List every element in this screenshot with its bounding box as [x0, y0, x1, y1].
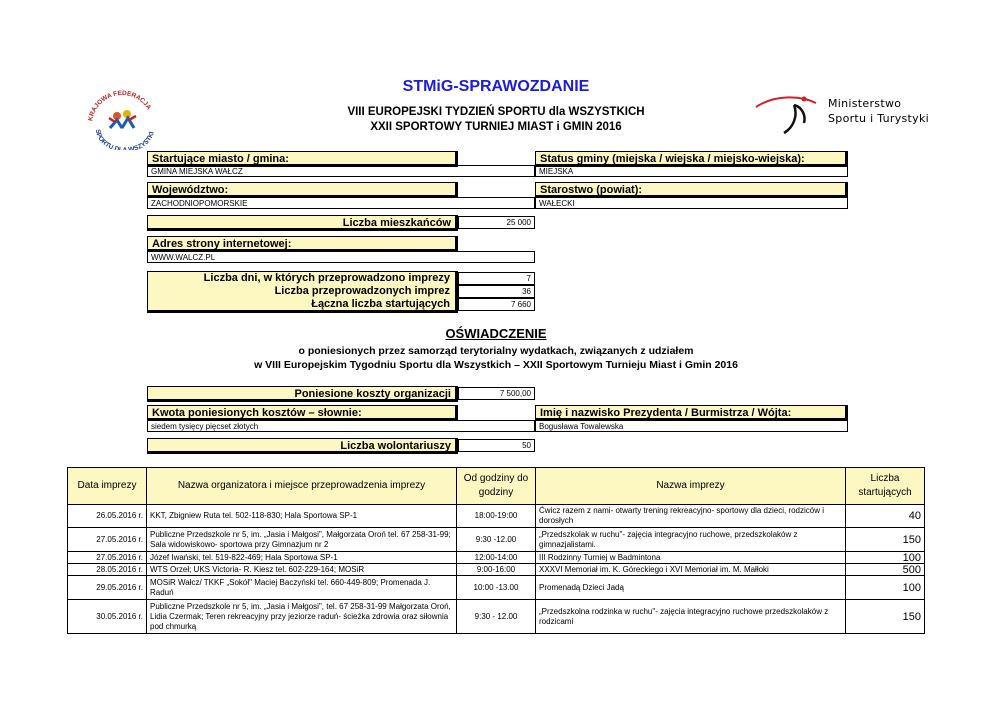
status-label: Status gminy (miejska / wiejska / miejsko-wiejska):	[535, 151, 848, 167]
row-hours: 9:30 -12.00	[457, 528, 536, 552]
row-participants: 150	[846, 528, 925, 552]
status-value: MIEJSKA	[535, 165, 848, 177]
population-label: Liczba mieszkańców	[147, 215, 458, 231]
table-row	[68, 576, 925, 600]
voivodeship-label: Województwo:	[147, 182, 458, 198]
row-participants: 500	[846, 564, 925, 576]
row-date: 26.05.2016 r.	[68, 505, 147, 528]
row-event-name: „Przedszkolak w ruchu"- zajęcia integracyjno ruchowe, przedszkolaków z gimnazjalistami.	[536, 528, 846, 552]
costs-words-value: siedem tysięcy pięcset złotych	[147, 420, 535, 432]
events-count-value: 36	[458, 285, 535, 298]
table-row	[68, 528, 925, 552]
row-organizer: Publiczne Przedszkole nr 5, im. „Jasia i Małgosi", tel. 67 258-31-99 Małgorzata Oroń, Lidia Czermak; Teren rekreacyjny przy jeziorze raduń- ścieżka zdrowia oraz siłownia pod chmurką	[147, 600, 457, 634]
row-participants: 100	[846, 552, 925, 564]
county-label: Starostwo (powiat):	[535, 182, 848, 198]
row-event-name: XXXVI Memoriał im. K. Góreckiego i XVI Memoriał im. M. Małłoki	[536, 564, 846, 576]
col-header-hours: Od godziny do godziny	[457, 468, 536, 505]
events-table	[67, 467, 925, 634]
costs-label: Poniesione koszty organizacji	[147, 386, 458, 402]
col-header-organizer: Nazwa organizatora i miejsce przeprowadzenia imprezy	[147, 468, 457, 505]
row-hours: 10:00 -13.00	[457, 576, 536, 600]
row-participants: 100	[846, 576, 925, 600]
table-row	[68, 552, 925, 564]
participants-value: 7 660	[458, 298, 535, 311]
website-value: WWW.WALCZ.PL	[147, 251, 535, 263]
row-event-name: Ćwicz razem z nami- otwarty trening rekreacyjno- sportowy dla dzieci, rodziców i dorosłych	[536, 505, 846, 528]
row-hours: 12:00-14:00	[457, 552, 536, 564]
row-date: 30.05.2016 r.	[68, 600, 147, 634]
row-participants: 150	[846, 600, 925, 634]
logo-text-bottom: SPORTU D WSZYSTKI	[93, 128, 156, 150]
row-participants: 40	[846, 505, 925, 528]
col-header-event-name: Nazwa imprezy	[536, 468, 846, 505]
voivodeship-value: ZACHODNIOPOMORSKIE	[147, 197, 535, 209]
population-value: 25 000	[458, 216, 535, 229]
costs-value: 7 500,00	[458, 387, 535, 400]
row-hours: 9:30 - 12.00	[457, 600, 536, 634]
row-hours: 9:00-16:00	[457, 564, 536, 576]
row-organizer: Józef Iwański, tel. 519-822-469; Hala Sportowa SP-1	[147, 552, 457, 564]
table-row	[68, 564, 925, 576]
row-hours: 18:00-19:00	[457, 505, 536, 528]
costs-words-label: Kwota poniesionych kosztów – słownie:	[147, 405, 458, 421]
volunteers-label: Liczba wolontariuszy	[147, 438, 458, 454]
city-value: GMINA MIEJSKA WAŁCZ	[147, 165, 535, 177]
website-label: Adres strony internetowej:	[147, 236, 458, 252]
days-label: Liczba dni, w których przeprowadzono imprezy	[203, 272, 450, 284]
ministry-name-line2: Sportu i Turystyki	[828, 112, 929, 125]
row-date: 29.05.2016 r.	[68, 576, 147, 600]
declaration-title: OŚWIADCZENIE	[445, 326, 547, 341]
table-row	[68, 505, 925, 528]
logo-text-top: KRAJOWA FEDERACJA	[87, 89, 153, 122]
participants-label: Łączna liczba startujących	[311, 298, 450, 310]
row-date: 27.05.2016 r.	[68, 528, 147, 552]
col-header-date: Data imprezy	[68, 468, 147, 505]
volunteers-value: 50	[458, 439, 535, 452]
row-date: 27.05.2016 r.	[68, 552, 147, 564]
mayor-label: Imię i nazwisko Prezydenta / Burmistrza / Wójta:	[535, 405, 848, 421]
row-event-name: Promenadą Dzieci Jadą	[536, 576, 846, 600]
row-organizer: Publiczne Przedszkole nr 5, im. „Jasia i Małgosi", Małgorzata Oroń tel. 67 258-31-99; Sala widowiskowo- sportowa przy Gimnazjum nr 2	[147, 528, 457, 552]
row-date: 28.05.2016 r.	[68, 564, 147, 576]
row-event-name: III Rodzinny Turniej w Badmintona	[536, 552, 846, 564]
row-organizer: MOSiR Wałcz/ TKKF „Sokół" Maciej Baczyński tel. 660-449-809; Promenada J. Raduń	[147, 576, 457, 600]
county-value: WAŁECKI	[535, 197, 848, 209]
days-value: 7	[458, 272, 535, 285]
mayor-value: Bogusława Towalewska	[535, 420, 848, 432]
declaration-line-2: w VIII Europejskim Tygodniu Sportu dla Wszystkich – XXII Sportowym Turnieju Miast i Gmin 2016	[254, 359, 738, 371]
declaration-line-1: o poniesionych przez samorząd terytorialny wydatkach, związanych z udziałem	[298, 345, 694, 357]
ministry-name-line1: Ministerstwo	[828, 97, 902, 110]
col-header-participants: Liczba startujących	[846, 468, 925, 505]
city-label: Startujące miasto / gmina:	[147, 151, 458, 167]
row-event-name: „Przedszkolna rodzinka w ruchu"- zajęcia integracyjno ruchowe przedszkolaków z rodzicami	[536, 600, 846, 634]
row-organizer: WTS Orzeł; UKS Victoria- R. Kiesz tel. 602-229-164; MOSiR	[147, 564, 457, 576]
events-count-label: Liczba przeprowadzonych imprez	[274, 285, 450, 297]
table-header-row	[68, 468, 925, 505]
row-organizer: KKT, Zbigniew Ruta tel. 502-118-830; Hala Sportowa SP-1	[147, 505, 457, 528]
report-title: STMiG-SPRAWOZDANIE	[402, 78, 590, 95]
table-row	[68, 600, 925, 634]
report-subtitle-1: VIII EUROPEJSKI TYDZIEŃ SPORTU dla WSZYSTKICH	[347, 106, 645, 118]
report-subtitle-2: XXII SPORTOWY TURNIEJ MIAST i GMIN 2016	[370, 121, 622, 133]
